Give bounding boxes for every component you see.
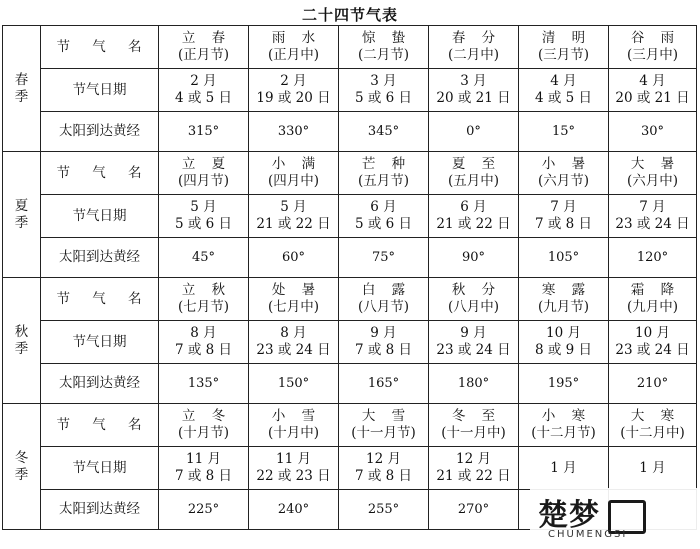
term-month: (八月中)	[447, 299, 500, 315]
term-cell-name	[159, 152, 249, 195]
term-date-days: 5 或 6 日	[354, 216, 413, 232]
term-name: 小 雪	[271, 408, 322, 424]
term-cell-name	[249, 404, 339, 447]
term-month: (二月节)	[357, 47, 410, 63]
row-label-date: 节气日期	[41, 321, 159, 364]
term-cell-name	[339, 278, 429, 321]
term-date-days: 7 或 8 日	[174, 342, 233, 358]
term-cell-deg	[609, 238, 697, 278]
term-longitude: 195°	[547, 376, 580, 391]
season-label-char: 季	[14, 466, 29, 483]
term-date-days: 5 或 6 日	[354, 90, 413, 106]
term-month: (九月中)	[626, 299, 679, 315]
term-month: (四月中)	[267, 173, 320, 189]
term-month: (十月节)	[177, 425, 230, 441]
term-cell-date	[249, 69, 339, 112]
term-name: 处 暑	[271, 282, 322, 298]
term-cell-name	[609, 26, 697, 69]
term-cell-name	[159, 26, 249, 69]
term-month: (九月节)	[537, 299, 590, 315]
term-name: 立 春	[181, 30, 232, 46]
term-name: 谷 雨	[630, 30, 681, 46]
season-label-char: 季	[14, 214, 29, 231]
term-name: 春 分	[451, 30, 502, 46]
term-date-days: 21 或 22 日	[256, 216, 331, 232]
term-cell-name	[339, 26, 429, 69]
term-name: 小 满	[271, 156, 322, 172]
term-date-month: 3 月	[370, 73, 397, 89]
term-date-month: 5 月	[280, 199, 307, 215]
watermark-sub: CHUMENGSI	[548, 529, 628, 540]
term-date-days: 7 或 8 日	[174, 468, 233, 484]
term-date-month: 2 月	[280, 73, 307, 89]
term-cell-date	[609, 69, 697, 112]
term-longitude: 0°	[466, 124, 481, 139]
term-month: (六月节)	[537, 173, 590, 189]
term-longitude: 90°	[461, 250, 486, 265]
term-cell-date	[159, 69, 249, 112]
term-date-days: 22 或 23 日	[256, 468, 331, 484]
term-cell-name	[519, 404, 609, 447]
solar-terms-table	[2, 25, 697, 530]
season-label	[3, 278, 41, 404]
season-label-char: 夏	[14, 197, 29, 214]
term-longitude: 30°	[640, 124, 665, 139]
term-cell-deg	[249, 112, 339, 152]
term-longitude: 330°	[277, 124, 310, 139]
term-cell-deg	[159, 112, 249, 152]
term-month: (正月节)	[177, 47, 230, 63]
term-cell-name	[519, 278, 609, 321]
term-date-days: 23 或 24 日	[256, 342, 331, 358]
term-cell-name	[429, 404, 519, 447]
term-date-days: 7 或 8 日	[354, 468, 413, 484]
term-month: (五月中)	[447, 173, 500, 189]
term-cell-date	[429, 321, 519, 364]
term-cell-date	[339, 321, 429, 364]
term-cell-deg	[519, 238, 609, 278]
term-name: 小 寒	[541, 408, 592, 424]
season-label	[3, 26, 41, 152]
term-month: (五月节)	[357, 173, 410, 189]
term-cell-date	[429, 69, 519, 112]
term-date-month: 8 月	[190, 325, 217, 341]
term-cell-deg	[519, 364, 609, 404]
term-name: 秋 分	[451, 282, 502, 298]
term-month: (十月中)	[267, 425, 320, 441]
term-date-days: 8 或 9 日	[534, 342, 593, 358]
term-cell-name	[249, 278, 339, 321]
term-date-days: 23 或 24 日	[615, 216, 690, 232]
term-name: 立 冬	[181, 408, 232, 424]
term-name: 立 秋	[181, 282, 232, 298]
term-cell-date	[429, 195, 519, 238]
term-month: (六月中)	[626, 173, 679, 189]
term-cell-date	[339, 69, 429, 112]
term-cell-name	[609, 278, 697, 321]
term-month: (八月节)	[357, 299, 410, 315]
term-longitude: 225°	[187, 502, 220, 517]
term-cell-name	[249, 26, 339, 69]
season-label-char: 冬	[14, 449, 29, 466]
term-date-days: 21 或 22 日	[436, 468, 511, 484]
row-name	[3, 152, 697, 195]
term-longitude: 120°	[636, 250, 669, 265]
term-name: 白 露	[361, 282, 412, 298]
term-cell-date	[159, 195, 249, 238]
term-name: 寒 露	[541, 282, 592, 298]
watermark-logo: 楚梦	[538, 490, 646, 534]
term-name: 大 寒	[630, 408, 681, 424]
term-cell-name	[159, 404, 249, 447]
term-month: (三月节)	[537, 47, 590, 63]
term-date-days: 23 或 24 日	[436, 342, 511, 358]
term-cell-name	[519, 152, 609, 195]
term-longitude: 45°	[191, 250, 216, 265]
row-label-deg: 太阳到达黄经	[41, 112, 159, 152]
term-longitude: 150°	[277, 376, 310, 391]
term-date-days: 7 或 8 日	[534, 216, 593, 232]
term-name: 雨 水	[271, 30, 322, 46]
term-month: (七月节)	[177, 299, 230, 315]
term-cell-deg	[429, 490, 519, 530]
season-label-char: 春	[14, 71, 29, 88]
term-month: (十一月节)	[351, 425, 416, 441]
term-cell-deg	[609, 112, 697, 152]
term-cell-deg	[339, 490, 429, 530]
term-date-month: 12 月	[456, 451, 491, 467]
term-name: 小 暑	[541, 156, 592, 172]
term-cell-deg	[159, 364, 249, 404]
term-cell-name	[429, 152, 519, 195]
term-cell-date	[609, 321, 697, 364]
term-cell-deg	[249, 364, 339, 404]
row-label-name: 节 气 名	[41, 404, 159, 447]
row-label-name: 节 气 名	[41, 278, 159, 321]
term-name: 清 明	[541, 30, 592, 46]
term-cell-date	[339, 447, 429, 490]
row-label-date: 节气日期	[41, 69, 159, 112]
term-name: 夏 至	[451, 156, 502, 172]
term-cell-date	[339, 195, 429, 238]
term-cell-name	[339, 152, 429, 195]
term-cell-date	[519, 195, 609, 238]
term-cell-deg	[609, 364, 697, 404]
term-longitude: 345°	[367, 124, 400, 139]
term-date-month: 1 月	[639, 459, 666, 476]
term-cell-date	[519, 321, 609, 364]
term-cell-date	[249, 321, 339, 364]
term-name: 冬 至	[451, 408, 502, 424]
row-label-name: 节 气 名	[41, 152, 159, 195]
term-cell-date	[249, 447, 339, 490]
term-cell-date	[519, 69, 609, 112]
term-month: (三月中)	[626, 47, 679, 63]
term-date-month: 7 月	[550, 199, 577, 215]
term-longitude: 165°	[367, 376, 400, 391]
term-date-month: 9 月	[370, 325, 397, 341]
term-cell-deg	[339, 238, 429, 278]
row-name	[3, 404, 697, 447]
term-date-month: 10 月	[635, 325, 670, 341]
term-date-days: 5 或 6 日	[174, 216, 233, 232]
term-name: 大 暑	[630, 156, 681, 172]
term-date-month: 6 月	[460, 199, 487, 215]
row-date	[3, 69, 697, 112]
term-cell-date	[609, 195, 697, 238]
term-date-month: 4 月	[639, 73, 666, 89]
term-date-month: 12 月	[366, 451, 401, 467]
season-label	[3, 152, 41, 278]
term-date-days: 23 或 24 日	[615, 342, 690, 358]
term-date-days: 4 或 5 日	[534, 90, 593, 106]
season-label-char: 季	[14, 340, 29, 357]
term-date-month: 8 月	[280, 325, 307, 341]
term-cell-deg	[339, 112, 429, 152]
term-longitude: 15°	[551, 124, 576, 139]
term-cell-date	[609, 447, 697, 490]
term-longitude: 105°	[547, 250, 580, 265]
row-label-name: 节 气 名	[41, 26, 159, 69]
row-deg	[3, 112, 697, 152]
term-longitude: 315°	[187, 124, 220, 139]
term-date-month: 11 月	[276, 451, 311, 467]
term-cell-name	[159, 278, 249, 321]
term-cell-deg	[249, 490, 339, 530]
term-date-month: 6 月	[370, 199, 397, 215]
term-date-days: 7 或 8 日	[354, 342, 413, 358]
season-label	[3, 404, 41, 530]
term-date-month: 7 月	[639, 199, 666, 215]
term-cell-deg	[159, 490, 249, 530]
term-date-days: 20 或 21 日	[436, 90, 511, 106]
term-cell-name	[519, 26, 609, 69]
row-label-deg: 太阳到达黄经	[41, 490, 159, 530]
term-name: 惊 蛰	[361, 30, 412, 46]
term-cell-deg	[339, 364, 429, 404]
term-date-month: 4 月	[550, 73, 577, 89]
term-longitude: 60°	[281, 250, 306, 265]
term-name: 霜 降	[630, 282, 681, 298]
term-cell-date	[159, 447, 249, 490]
term-longitude: 270°	[457, 502, 490, 517]
term-cell-deg	[429, 364, 519, 404]
term-month: (十一月中)	[441, 425, 506, 441]
term-month: (十二月中)	[620, 425, 685, 441]
row-deg	[3, 238, 697, 278]
row-date	[3, 321, 697, 364]
row-name	[3, 26, 697, 69]
term-date-days: 21 或 22 日	[436, 216, 511, 232]
term-cell-deg	[159, 238, 249, 278]
table-title: 二十四节气表	[301, 6, 398, 24]
term-date-month: 2 月	[190, 73, 217, 89]
term-longitude: 75°	[371, 250, 396, 265]
term-month: (二月中)	[447, 47, 500, 63]
term-date-month: 10 月	[546, 325, 581, 341]
term-date-month: 5 月	[190, 199, 217, 215]
term-cell-name	[609, 404, 697, 447]
term-date-month: 9 月	[460, 325, 487, 341]
row-deg	[3, 364, 697, 404]
term-date-month: 11 月	[186, 451, 221, 467]
term-longitude: 210°	[636, 376, 669, 391]
row-label-date: 节气日期	[41, 447, 159, 490]
term-cell-deg	[249, 238, 339, 278]
term-month: (七月中)	[267, 299, 320, 315]
row-name	[3, 278, 697, 321]
season-label-char: 秋	[14, 323, 29, 340]
term-cell-name	[339, 404, 429, 447]
term-name: 立 夏	[181, 156, 232, 172]
term-longitude: 240°	[277, 502, 310, 517]
row-label-deg: 太阳到达黄经	[41, 364, 159, 404]
term-date-month: 1 月	[550, 459, 577, 476]
term-cell-name	[429, 26, 519, 69]
term-cell-deg	[429, 112, 519, 152]
season-label-char: 季	[14, 88, 29, 105]
term-cell-name	[609, 152, 697, 195]
term-date-month: 3 月	[460, 73, 487, 89]
term-cell-name	[249, 152, 339, 195]
term-cell-date	[249, 195, 339, 238]
term-month: (十二月节)	[531, 425, 596, 441]
term-cell-date	[159, 321, 249, 364]
term-month: (四月节)	[177, 173, 230, 189]
term-cell-deg	[519, 112, 609, 152]
term-name: 大 雪	[361, 408, 412, 424]
term-longitude: 180°	[457, 376, 490, 391]
term-longitude: 135°	[187, 376, 220, 391]
term-date-days: 4 或 5 日	[174, 90, 233, 106]
row-date	[3, 447, 697, 490]
row-label-deg: 太阳到达黄经	[41, 238, 159, 278]
term-name: 芒 种	[361, 156, 412, 172]
term-month: (正月中)	[267, 47, 320, 63]
term-longitude: 255°	[367, 502, 400, 517]
term-cell-date	[519, 447, 609, 490]
term-date-days: 19 或 20 日	[256, 90, 331, 106]
term-date-days: 20 或 21 日	[615, 90, 690, 106]
row-date	[3, 195, 697, 238]
row-label-date: 节气日期	[41, 195, 159, 238]
term-cell-deg	[429, 238, 519, 278]
term-cell-name	[429, 278, 519, 321]
term-cell-date	[429, 447, 519, 490]
